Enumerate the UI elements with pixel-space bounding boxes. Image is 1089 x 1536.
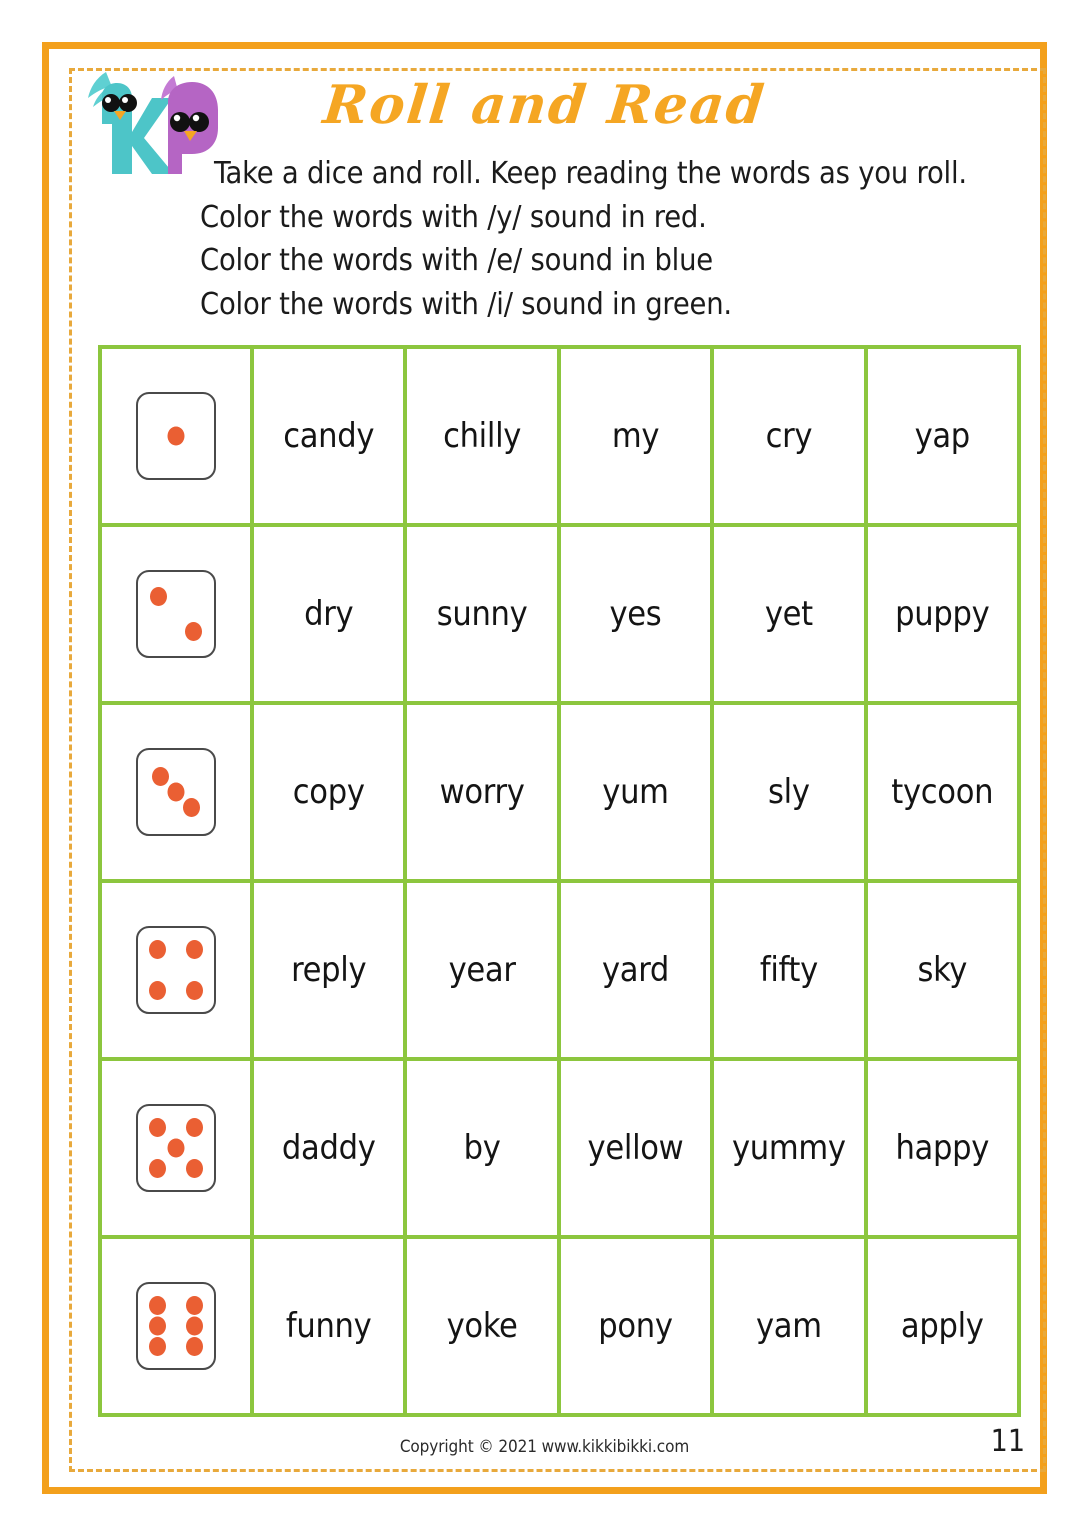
die-pip (149, 1317, 166, 1336)
word-cell[interactable] (559, 525, 712, 703)
copyright-text: Copyright © 2021 www.kikkibikki.com (399, 1437, 690, 1457)
word-cell[interactable] (712, 1237, 865, 1415)
die-face-3-icon (136, 748, 216, 836)
word-text: sky (917, 950, 968, 990)
word-cell[interactable] (252, 1237, 405, 1415)
die-pip (150, 587, 167, 606)
word-cell[interactable] (712, 881, 865, 1059)
die-pip (152, 767, 169, 786)
word-cell[interactable] (712, 347, 865, 525)
die-pip (149, 1296, 166, 1315)
die-pip (149, 1159, 166, 1178)
word-text: copy (292, 772, 365, 812)
die-face-6-icon (136, 1282, 216, 1370)
word-text: yap (914, 416, 970, 456)
word-cell[interactable] (712, 1059, 865, 1237)
table-row (100, 703, 1019, 881)
word-text: yellow (587, 1128, 684, 1168)
die-pip (183, 798, 200, 817)
page-number: 11 (990, 1424, 1025, 1459)
word-cell[interactable] (252, 703, 405, 881)
word-text: worry (439, 772, 525, 812)
word-cell[interactable] (559, 881, 712, 1059)
table-row (100, 881, 1019, 1059)
word-cell[interactable] (866, 1237, 1019, 1415)
word-cell[interactable] (252, 347, 405, 525)
word-cell[interactable] (866, 525, 1019, 703)
table-row (100, 1237, 1019, 1415)
die-face-4-icon (136, 926, 216, 1014)
table-row (100, 1059, 1019, 1237)
die-face-5-icon (136, 1104, 216, 1192)
word-text: candy (283, 416, 375, 456)
word-cell[interactable] (252, 525, 405, 703)
word-cell[interactable] (866, 703, 1019, 881)
word-cell[interactable] (866, 347, 1019, 525)
dice-cell (100, 881, 252, 1059)
die-pip (168, 427, 185, 446)
word-text: chilly (443, 416, 522, 456)
word-text: cry (765, 416, 813, 456)
word-text: daddy (281, 1128, 376, 1168)
die-pip (149, 981, 166, 1000)
word-text: yum (602, 772, 669, 812)
die-pip (186, 981, 203, 1000)
word-text: by (463, 1128, 501, 1168)
die-pip (186, 1118, 203, 1137)
word-cell[interactable] (405, 1059, 558, 1237)
word-text: funny (285, 1306, 372, 1346)
word-cell[interactable] (405, 881, 558, 1059)
die-pip (186, 1317, 203, 1336)
die-pip (185, 622, 202, 641)
word-text: yet (764, 594, 813, 634)
die-pip (168, 783, 185, 802)
instruction-line-3: Color the words with /e/ sound in blue (200, 243, 713, 278)
word-text: happy (895, 1128, 990, 1168)
word-cell[interactable] (559, 1059, 712, 1237)
die-pip (149, 1337, 166, 1356)
word-cell[interactable] (405, 1237, 558, 1415)
die-pip (186, 1296, 203, 1315)
word-text: sly (768, 772, 810, 812)
word-cell[interactable] (866, 1059, 1019, 1237)
page-title: Roll and Read (320, 74, 769, 136)
word-cell[interactable] (559, 347, 712, 525)
die-face-1-icon (136, 392, 216, 480)
die-pip (149, 1118, 166, 1137)
word-cell[interactable] (405, 703, 558, 881)
dice-cell (100, 525, 252, 703)
word-cell[interactable] (405, 347, 558, 525)
word-text: yes (609, 594, 662, 634)
word-cell[interactable] (559, 703, 712, 881)
word-cell[interactable] (405, 525, 558, 703)
table-row (100, 347, 1019, 525)
dice-cell (100, 1059, 252, 1237)
die-pip (149, 940, 166, 959)
word-cell[interactable] (252, 881, 405, 1059)
dice-cell (100, 1237, 252, 1415)
word-cell[interactable] (252, 1059, 405, 1237)
word-text: reply (291, 950, 367, 990)
word-cell[interactable] (559, 1237, 712, 1415)
word-text: tycoon (891, 772, 994, 812)
die-pip (186, 940, 203, 959)
die-pip (186, 1337, 203, 1356)
word-text: year (448, 950, 516, 990)
dice-cell (100, 703, 252, 881)
word-text: yummy (732, 1128, 846, 1168)
word-text: apply (900, 1306, 984, 1346)
word-cell[interactable] (866, 881, 1019, 1059)
die-pip (186, 1159, 203, 1178)
roll-and-read-table (98, 345, 1021, 1417)
die-pip (168, 1139, 185, 1158)
word-text: yam (755, 1306, 822, 1346)
die-face-2-icon (136, 570, 216, 658)
word-text: yoke (446, 1306, 518, 1346)
table-row (100, 525, 1019, 703)
instructions-block (200, 152, 1058, 326)
instruction-line-4: Color the words with /i/ sound in green. (200, 286, 732, 322)
table-body (100, 347, 1019, 1415)
word-cell[interactable] (712, 525, 865, 703)
word-text: dry (304, 594, 354, 634)
instruction-line-1: Take a dice and roll. Keep reading the words as you roll. (214, 156, 967, 191)
word-text: my (611, 416, 660, 456)
instruction-line-2: Color the words with /y/ sound in red. (200, 199, 707, 235)
word-text: sunny (436, 594, 528, 634)
word-cell[interactable] (712, 703, 865, 881)
dice-cell (100, 347, 252, 525)
word-text: puppy (895, 594, 990, 634)
word-text: yard (601, 950, 669, 990)
word-text: fifty (759, 950, 818, 990)
word-text: pony (598, 1306, 673, 1346)
